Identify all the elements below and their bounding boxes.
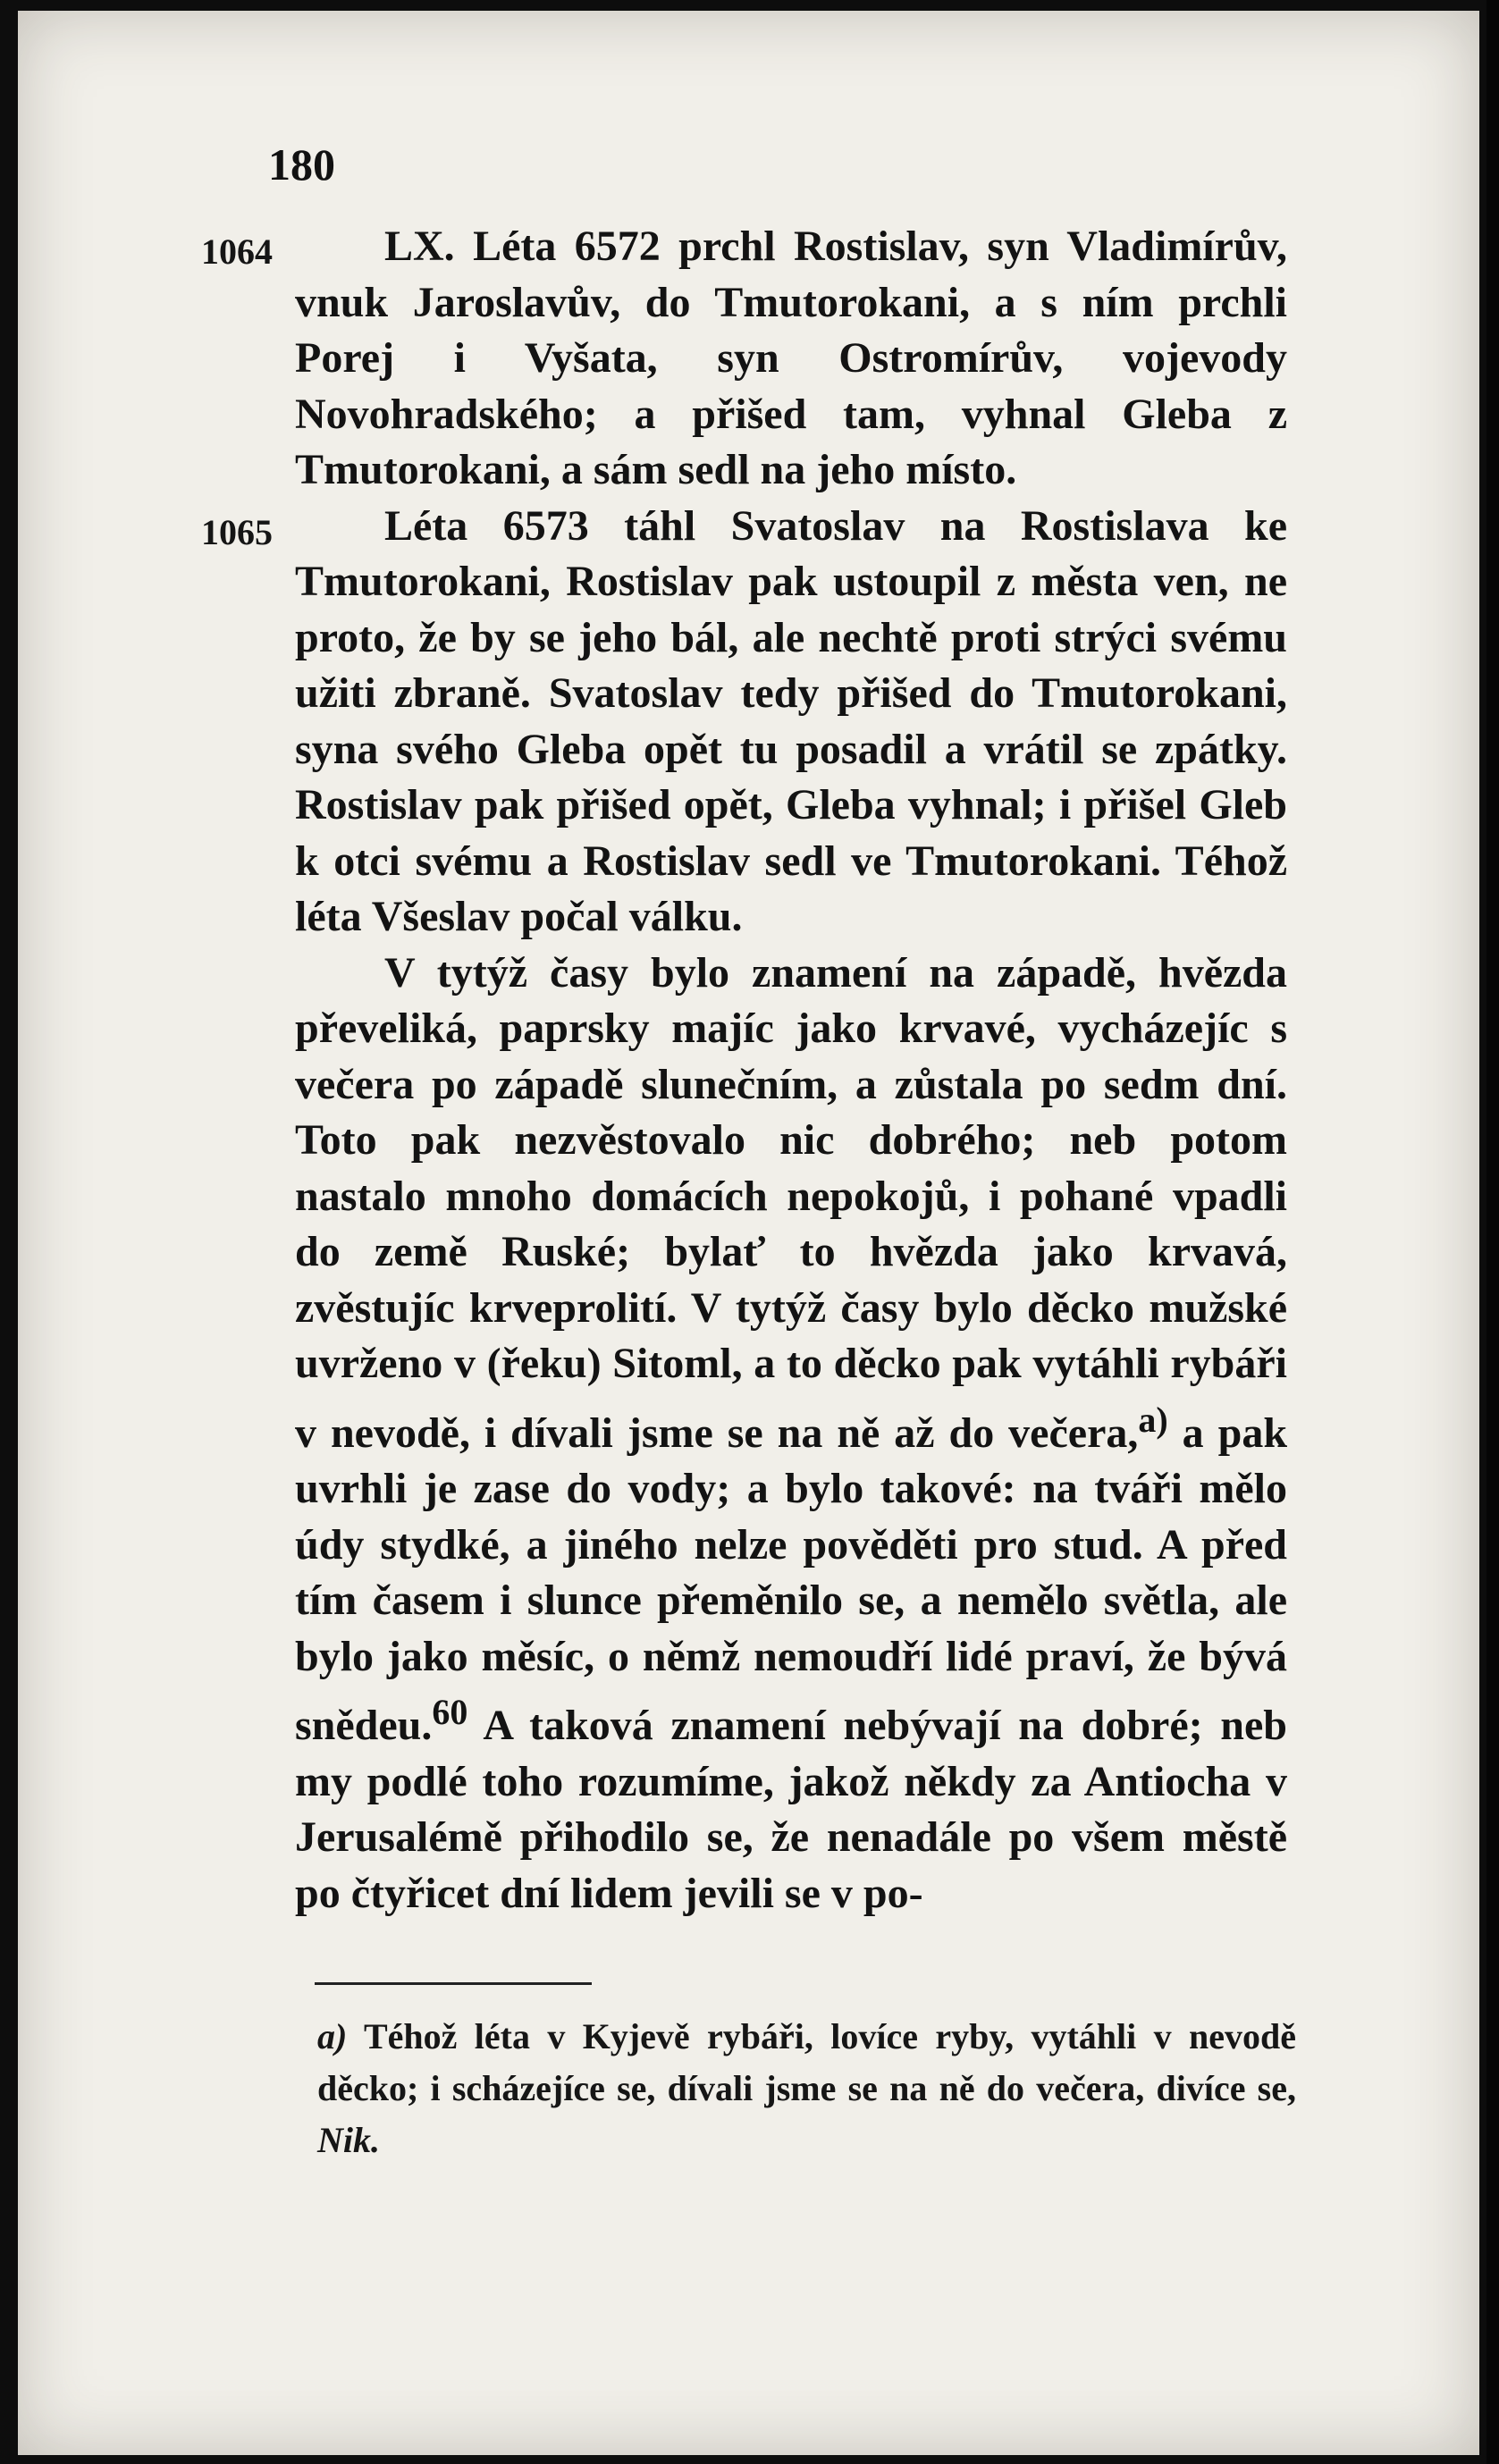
paragraph-signs: [295, 946, 1287, 1922]
paragraph-signs-cont: a pak uvrhli je zase do vody; a bylo takové: na tváři mělo údy stydké, a jiného nelze pověděti pro stud. A před tím časem i slunce přeměnilo se, a nemělo světla, ale bylo jako měsíc, o němž nemoudří lidé praví, že bývá snědeu.: [295, 1409, 1288, 1749]
note-ref-60: 60: [432, 1692, 468, 1732]
margin-year-1064: 1064: [201, 231, 273, 272]
main-text: [295, 219, 1287, 1922]
footnote-signature: Nik.: [317, 2120, 380, 2160]
margin-year-1065: 1065: [201, 512, 273, 552]
paragraph-lx: LX. Léta 6572 prchl Rostislav, syn Vladimírův, vnuk Jaroslavův, do Tmutorokani, a s ním prchli Porej i Vyšata, syn Ostromírův, vojevody Novohradského; a přišed tam, vyhnal Gleba z Tmutorokani, a sám sedl na jeho místo.: [295, 223, 1287, 493]
paragraph-signs-end: A taková znamení nebývají na dobré; neb my podlé toho rozumíme, jakož někdy za Antiocha v Jerusalémě přihodilo se, že nenadále po všem městě po čtyřicet dní lidem jevili se v po-: [295, 1702, 1287, 1917]
page-number: 180: [268, 139, 335, 189]
footnote: [317, 2011, 1296, 2166]
paragraph-signs-text: V tytýž časy bylo znamení na západě, hvězda převeliká, paprsky majíc jako krvavé, vycházejíc s večera po západě slunečním, a zůstala po sedm dní. Toto pak nezvěstovalo nic dobrého; neb potom nastalo mnoho domácích nepokojů, i pohané vpadli do země Ruské; bylať to hvězda jako krvavá, zvěstujíc krveprolití. V tytýž časy bylo děcko mužské uvrženo v (řeku) Sitoml, a to děcko pak vytáhli rybáři v nevodě, i dívali jsme se na ně až do večera,: [295, 948, 1287, 1457]
footnote-rule: [315, 1982, 592, 1985]
paragraph-1065: Léta 6573 táhl Svatoslav na Rostislava ke Tmutorokani, Rostislav pak ustoupil z města ven, ne proto, že by se jeho bál, ale nechtě proti strýci svému užiti zbraně. Svatoslav tedy přišed do Tmutorokani, syna svého Gleba opět tu posadil a vrátil se zpátky. Rostislav pak přišed opět, Gleba vyhnal; i přišel Gleb k otci svému a Rostislav sedl ve Tmutorokani. Téhož léta Všeslav počal válku.: [295, 501, 1287, 940]
footnote-ref-a: a): [1138, 1399, 1168, 1440]
footnote-text: Téhož léta v Kyjevě rybáři, lovíce ryby, vytáhli v nevodě děcko; i scházejíce se, dívali jsme se na ně do večera, divíce se,: [317, 2016, 1297, 2108]
scan-edge: [1486, 0, 1499, 2464]
footnote-mark: a): [317, 2016, 348, 2056]
